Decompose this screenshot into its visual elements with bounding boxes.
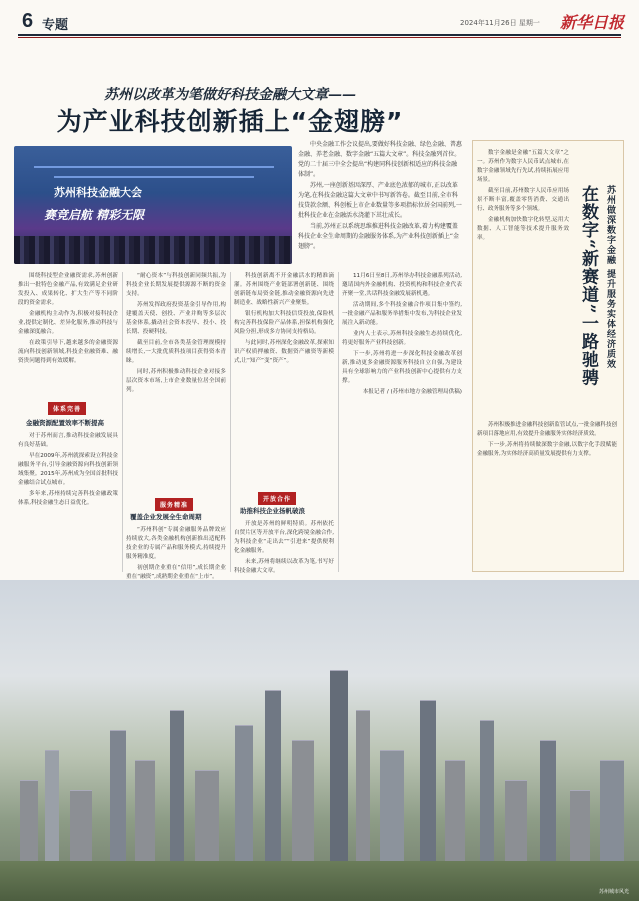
paragraph: 科技创新离不开金融活水的精准滴灌。苏州围绕产业链部署创新链、围绕创新链布局资金链,推动金融资源向先进制造业、战略性新兴产业聚集。: [234, 273, 334, 306]
paragraph: 截至目前,全市各类基金管理规模持续增长,一大批优质科技项目获得资本青睐。: [126, 340, 226, 364]
paragraph: 数字金融是金融“五篇大文章”之一。苏州作为数字人民币试点城市,在数字金融领域先行先试,持续拓展应用场景。: [477, 150, 569, 183]
dateline: 2024年11月26日 星期一: [460, 19, 540, 27]
article-headline: 为产业科技创新插上“金翅膀”: [56, 107, 404, 136]
paragraph: 活动期间,多个科技金融合作项目集中签约,一批金融产品和服务举措集中发布,为科技企业发展注入新动能。: [342, 302, 462, 326]
paragraph: 围绕科技型企业融资需求,苏州创新推出一批特色金融产品,有效满足企业研发投入、成果转化、扩大生产等不同阶段的资金需求。: [18, 273, 118, 306]
paragraph: 苏州积极推进金融科技创新监管试点,一批金融科技创新项目落地应用,有效提升金融服务实体经济质效。: [477, 422, 617, 437]
header-rule: [18, 34, 621, 36]
lead-paragraph: 当前,苏州正以系统思维推进科技金融改革,着力构建覆盖科技企业全生命周期的金融服务体系,为产业科技创新插上“金翅膀”。: [298, 223, 460, 250]
photo-banner: 赛竞启航 精彩无限: [44, 208, 145, 222]
paragraph: 下一步,苏州将持续做深数字金融,以数字化手段赋能金融服务,为实体经济高质量发展提供有力支撑。: [477, 442, 617, 457]
column-1b: [18, 432, 118, 510]
subhead-label-1: 体系完善: [48, 402, 86, 415]
page-header: [0, 0, 639, 38]
subhead-label-2: 服务精准: [155, 498, 193, 511]
byline: 本报记者 / (苏州市地方金融管理局供稿): [362, 389, 462, 395]
paragraph: 11月6日至8日,苏州举办科技金融系列活动,邀请国内外金融机构、投资机构和科技企业代表齐聚一堂,共话科技金融发展新机遇。: [342, 273, 462, 297]
paragraph: 对于苏州而言,推动科技金融发展具有良好基础。: [18, 433, 118, 448]
subhead-label-3: 开放合作: [258, 492, 296, 505]
paragraph: 未来,苏州将继续以改革为笔,书写好科技金融大文章。: [234, 559, 334, 574]
column-2: [126, 272, 226, 397]
paragraph: 初创期企业重在“信用”,成长期企业重在“融资”,成熟期企业重在“上市”。: [126, 565, 226, 580]
paragraph: 苏州发挥政府投资基金引导作用,构建覆盖天使、创投、产业并购等多层次基金体系,撬动社会资本投早、投小、投长期、投硬科技。: [126, 302, 226, 335]
paragraph: 下一步,苏州将进一步深化科技金融改革创新,推动更多金融资源服务科技自立自强,为建设具有全球影响力的产业科技创新中心提供有力支撑。: [342, 351, 462, 384]
section-name: 专题: [42, 18, 69, 33]
city-photo: [0, 580, 639, 901]
lead-paragraph: 苏州,一座创新基因深厚、产业底色浓郁的城市,正以改革为笔,在科技金融这篇大文章中书写新答卷。截至目前,全市科技贷款余额、科创板上市企业数量等多项指标位居全国前列,一批科技企业在金融活水浇灌下茁壮成长。: [298, 182, 462, 219]
photo-credit: 苏州城市风光: [598, 889, 629, 895]
column-3: [234, 272, 334, 368]
paragraph: 业内人士表示,苏州科技金融生态持续优化,将更好服务产业科技创新。: [342, 331, 462, 346]
page-number: 6: [22, 10, 34, 32]
column-divider: [230, 272, 231, 572]
paragraph: 早在2009年,苏州就探索设立科技金融服务平台,引导金融资源向科技创新领域集聚。2015年,苏州成为全国首批科技金融结合试点城市。: [18, 453, 118, 486]
audience: [14, 236, 292, 264]
subhead-title-1: 金融资源配置效率不断提高: [26, 419, 104, 427]
column-divider: [338, 272, 339, 572]
paragraph: 截至目前,苏州数字人民币应用场景不断丰富,覆盖零售消费、交通出行、政务服务等多个领域。: [477, 188, 569, 212]
subhead-title-2: 覆盖企业发展全生命周期: [130, 513, 202, 521]
paragraph: 银行机构加大科技信贷投放,保险机构完善科技保险产品体系,担保机构强化风险分担,形成多方协同支持格局。: [234, 311, 334, 335]
photo-title: 苏州科技金融大会: [54, 186, 142, 199]
column-2b: [126, 526, 226, 584]
column-4: [342, 272, 462, 399]
newspaper-logo: 新华日报: [560, 13, 625, 32]
paragraph: “苏州科创”专属金融服务品牌效应持续放大,各类金融机构创新推出适配科技企业的专属产品和服务模式,持续提升服务精准度。: [126, 527, 226, 560]
paragraph: 在政策引导下,越来越多的金融资源流向科技创新领域,科技企业融资难、融资贵问题得到有效缓解。: [18, 340, 118, 364]
sidebar-bottom-text: [477, 421, 617, 461]
event-photo: [14, 146, 292, 264]
header-rule-thin: [18, 37, 621, 38]
column-3b: [234, 520, 334, 578]
article-lead: [298, 140, 462, 253]
paragraph: 金融机构主动作为,积极对接科技企业,提供定制化、差异化服务,推动科技与金融深度融合。: [18, 311, 118, 335]
paragraph: “耐心资本”与科技创新同频共振,为科技企业长期发展提供源源不断的资金支持。: [126, 273, 226, 297]
sidebar-text: [477, 149, 569, 245]
paragraph: 与此同时,苏州深化金融改革,探索知识产权质押融资、数据资产融资等新模式,让“知产”变“资产”。: [234, 340, 334, 364]
lead-paragraph: 中央金融工作会议提出,要做好科技金融、绿色金融、普惠金融、养老金融、数字金融“五篇大文章”。科技金融列首位。党的二十届三中全会提出“构建同科技创新相适应的科技金融体制”。: [298, 141, 462, 178]
sidebar-article: [472, 140, 624, 572]
column-divider: [122, 272, 123, 572]
paragraph: 金融机构加快数字化转型,运用大数据、人工智能等技术提升服务效率。: [477, 217, 569, 241]
subhead-title-3: 助推科技企业扬帆破浪: [240, 507, 305, 515]
paragraph: 开放是苏州的鲜明特质。苏州依托自贸片区等开放平台,深化跨境金融合作,为科技企业“走出去”“引进来”提供便利化金融服务。: [234, 521, 334, 554]
sidebar-kicker: 苏州做深数字金融 提升服务实体经济质效: [605, 185, 615, 370]
paragraph: 多年来,苏州持续完善科技金融政策体系,科技金融生态日益优化。: [18, 491, 118, 506]
article-kicker: 苏州以改革为笔做好科技金融大文章——: [104, 87, 356, 103]
sidebar-title: 在数字“新赛道”一路驰骋: [578, 185, 598, 387]
column-1: [18, 272, 118, 368]
paragraph: 同时,苏州积极推动科技企业对接多层次资本市场,上市企业数量位居全国前列。: [126, 369, 226, 393]
